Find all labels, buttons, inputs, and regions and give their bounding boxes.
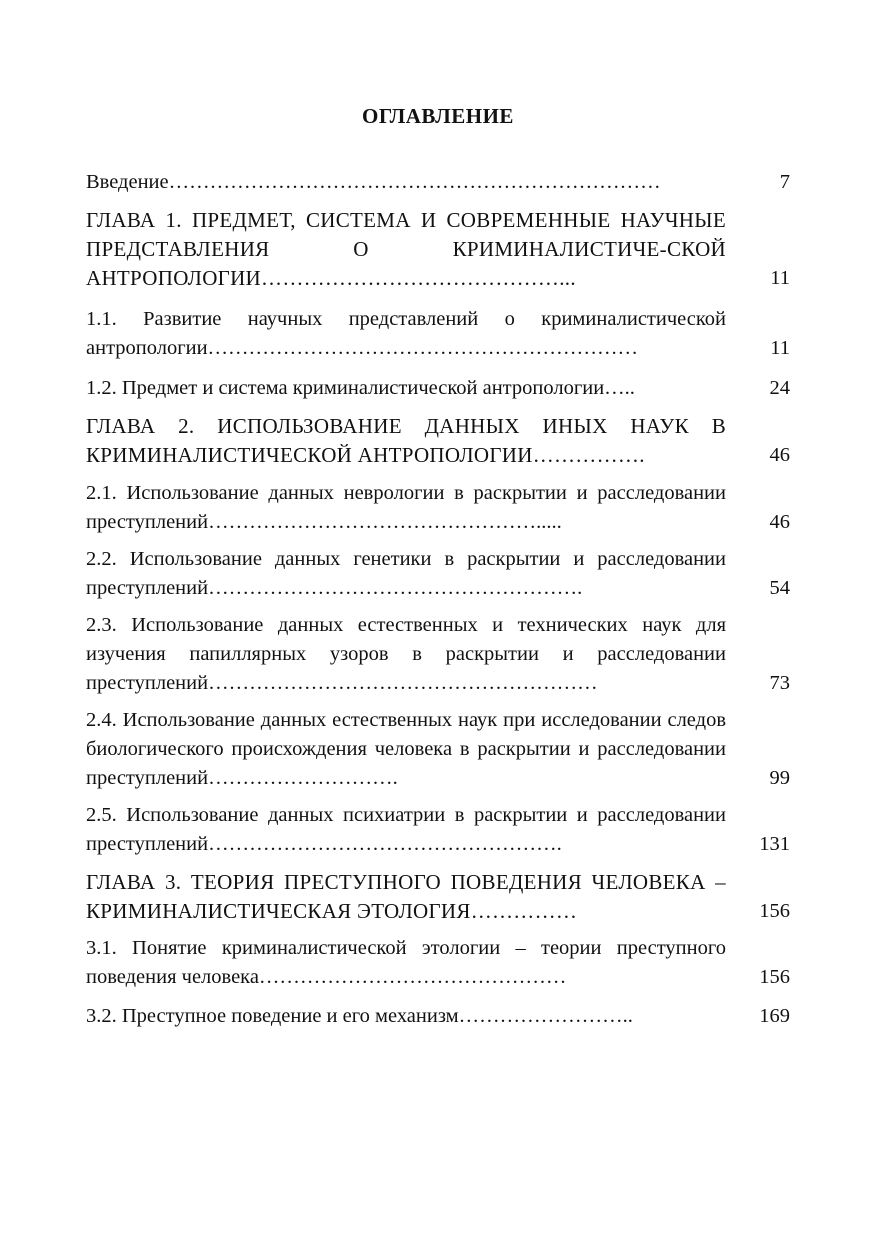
toc-entry-page: 156 [759,900,790,922]
toc-entry-text: Введение……………………………………………………………… [86,171,661,193]
toc-entry-page: 99 [769,767,790,789]
toc-entry [86,305,790,363]
toc-chapter-entry [86,412,790,470]
toc-entry-text: 2.4. Использование данных естественных наук при исследовании следов биологического происхождения человека в раскрытии и расследовании преступлений………………………. [86,709,726,789]
toc-entry-page: 46 [769,511,790,533]
toc-entry-page: 156 [759,966,790,988]
toc-entry-text: 1.2. Предмет и система криминалистической антропологии….. [86,377,635,399]
toc-entry-text: 2.2. Использование данных генетики в раскрытии и расследовании преступлений………………………………………………. [86,548,726,599]
toc-entry-text: 1.1. Развитие научных представлений о криминалистической антропологии……………………………………………………… [86,308,726,359]
toc-entry-page: 11 [770,337,790,359]
toc-entry [86,374,790,403]
toc-entry-text: ГЛАВА 1. ПРЕДМЕТ, СИСТЕМА И СОВРЕМЕННЫЕ НАУЧНЫЕ ПРЕДСТАВЛЕНИЯ О КРИМИНАЛИСТИЧЕ-СКОЙ АНТРОПОЛОГИИ……………………………………... [86,208,726,290]
toc-entry-text: ГЛАВА 3. ТЕОРИЯ ПРЕСТУПНОГО ПОВЕДЕНИЯ ЧЕЛОВЕКА – КРИМИНАЛИСТИЧЕСКАЯ ЭТОЛОГИЯ…………… [86,870,726,923]
toc-entry-text: 2.5. Использование данных психиатрии в раскрытии и расследовании преступлений……………………………………………. [86,804,726,855]
toc-entry-page: 7 [779,171,790,193]
toc-entry-page: 24 [769,377,790,399]
toc-entry [86,168,790,197]
toc-entry-text: 3.1. Понятие криминалистической этологии – теории преступного поведения человека……………………………………… [86,937,726,988]
toc-entry [86,1002,790,1031]
toc-entry [86,545,790,603]
toc-entry-text: 2.3. Использование данных естественных и технических наук для изучения папиллярных узоров в раскрытии и расследовании преступлений………………………………………………… [86,614,726,694]
table-of-contents [86,168,790,1031]
toc-entry-page: 131 [759,833,790,855]
toc-entry-page: 11 [770,267,790,289]
toc-entry [86,706,790,793]
toc-entry-page: 73 [769,672,790,694]
toc-entry [86,934,790,992]
toc-entry-page: 54 [769,577,790,599]
toc-entry-text: ГЛАВА 2. ИСПОЛЬЗОВАНИЕ ДАННЫХ ИНЫХ НАУК В КРИМИНАЛИСТИЧЕСКОЙ АНТРОПОЛОГИИ……………. [86,414,726,467]
toc-entry-page: 169 [759,1005,790,1027]
toc-entry [86,801,790,859]
toc-entry-text: 3.2. Преступное поведение и его механизм…………………….. [86,1005,633,1027]
toc-entry-text: 2.1. Использование данных неврологии в раскрытии и расследовании преступлений…………………………………………..... [86,482,726,533]
toc-entry [86,611,790,698]
toc-entry-page: 46 [769,444,790,466]
toc-entry [86,479,790,537]
page-title: ОГЛАВЛЕНИЕ [362,104,514,128]
toc-chapter-entry [86,206,790,293]
toc-chapter-entry [86,868,790,926]
